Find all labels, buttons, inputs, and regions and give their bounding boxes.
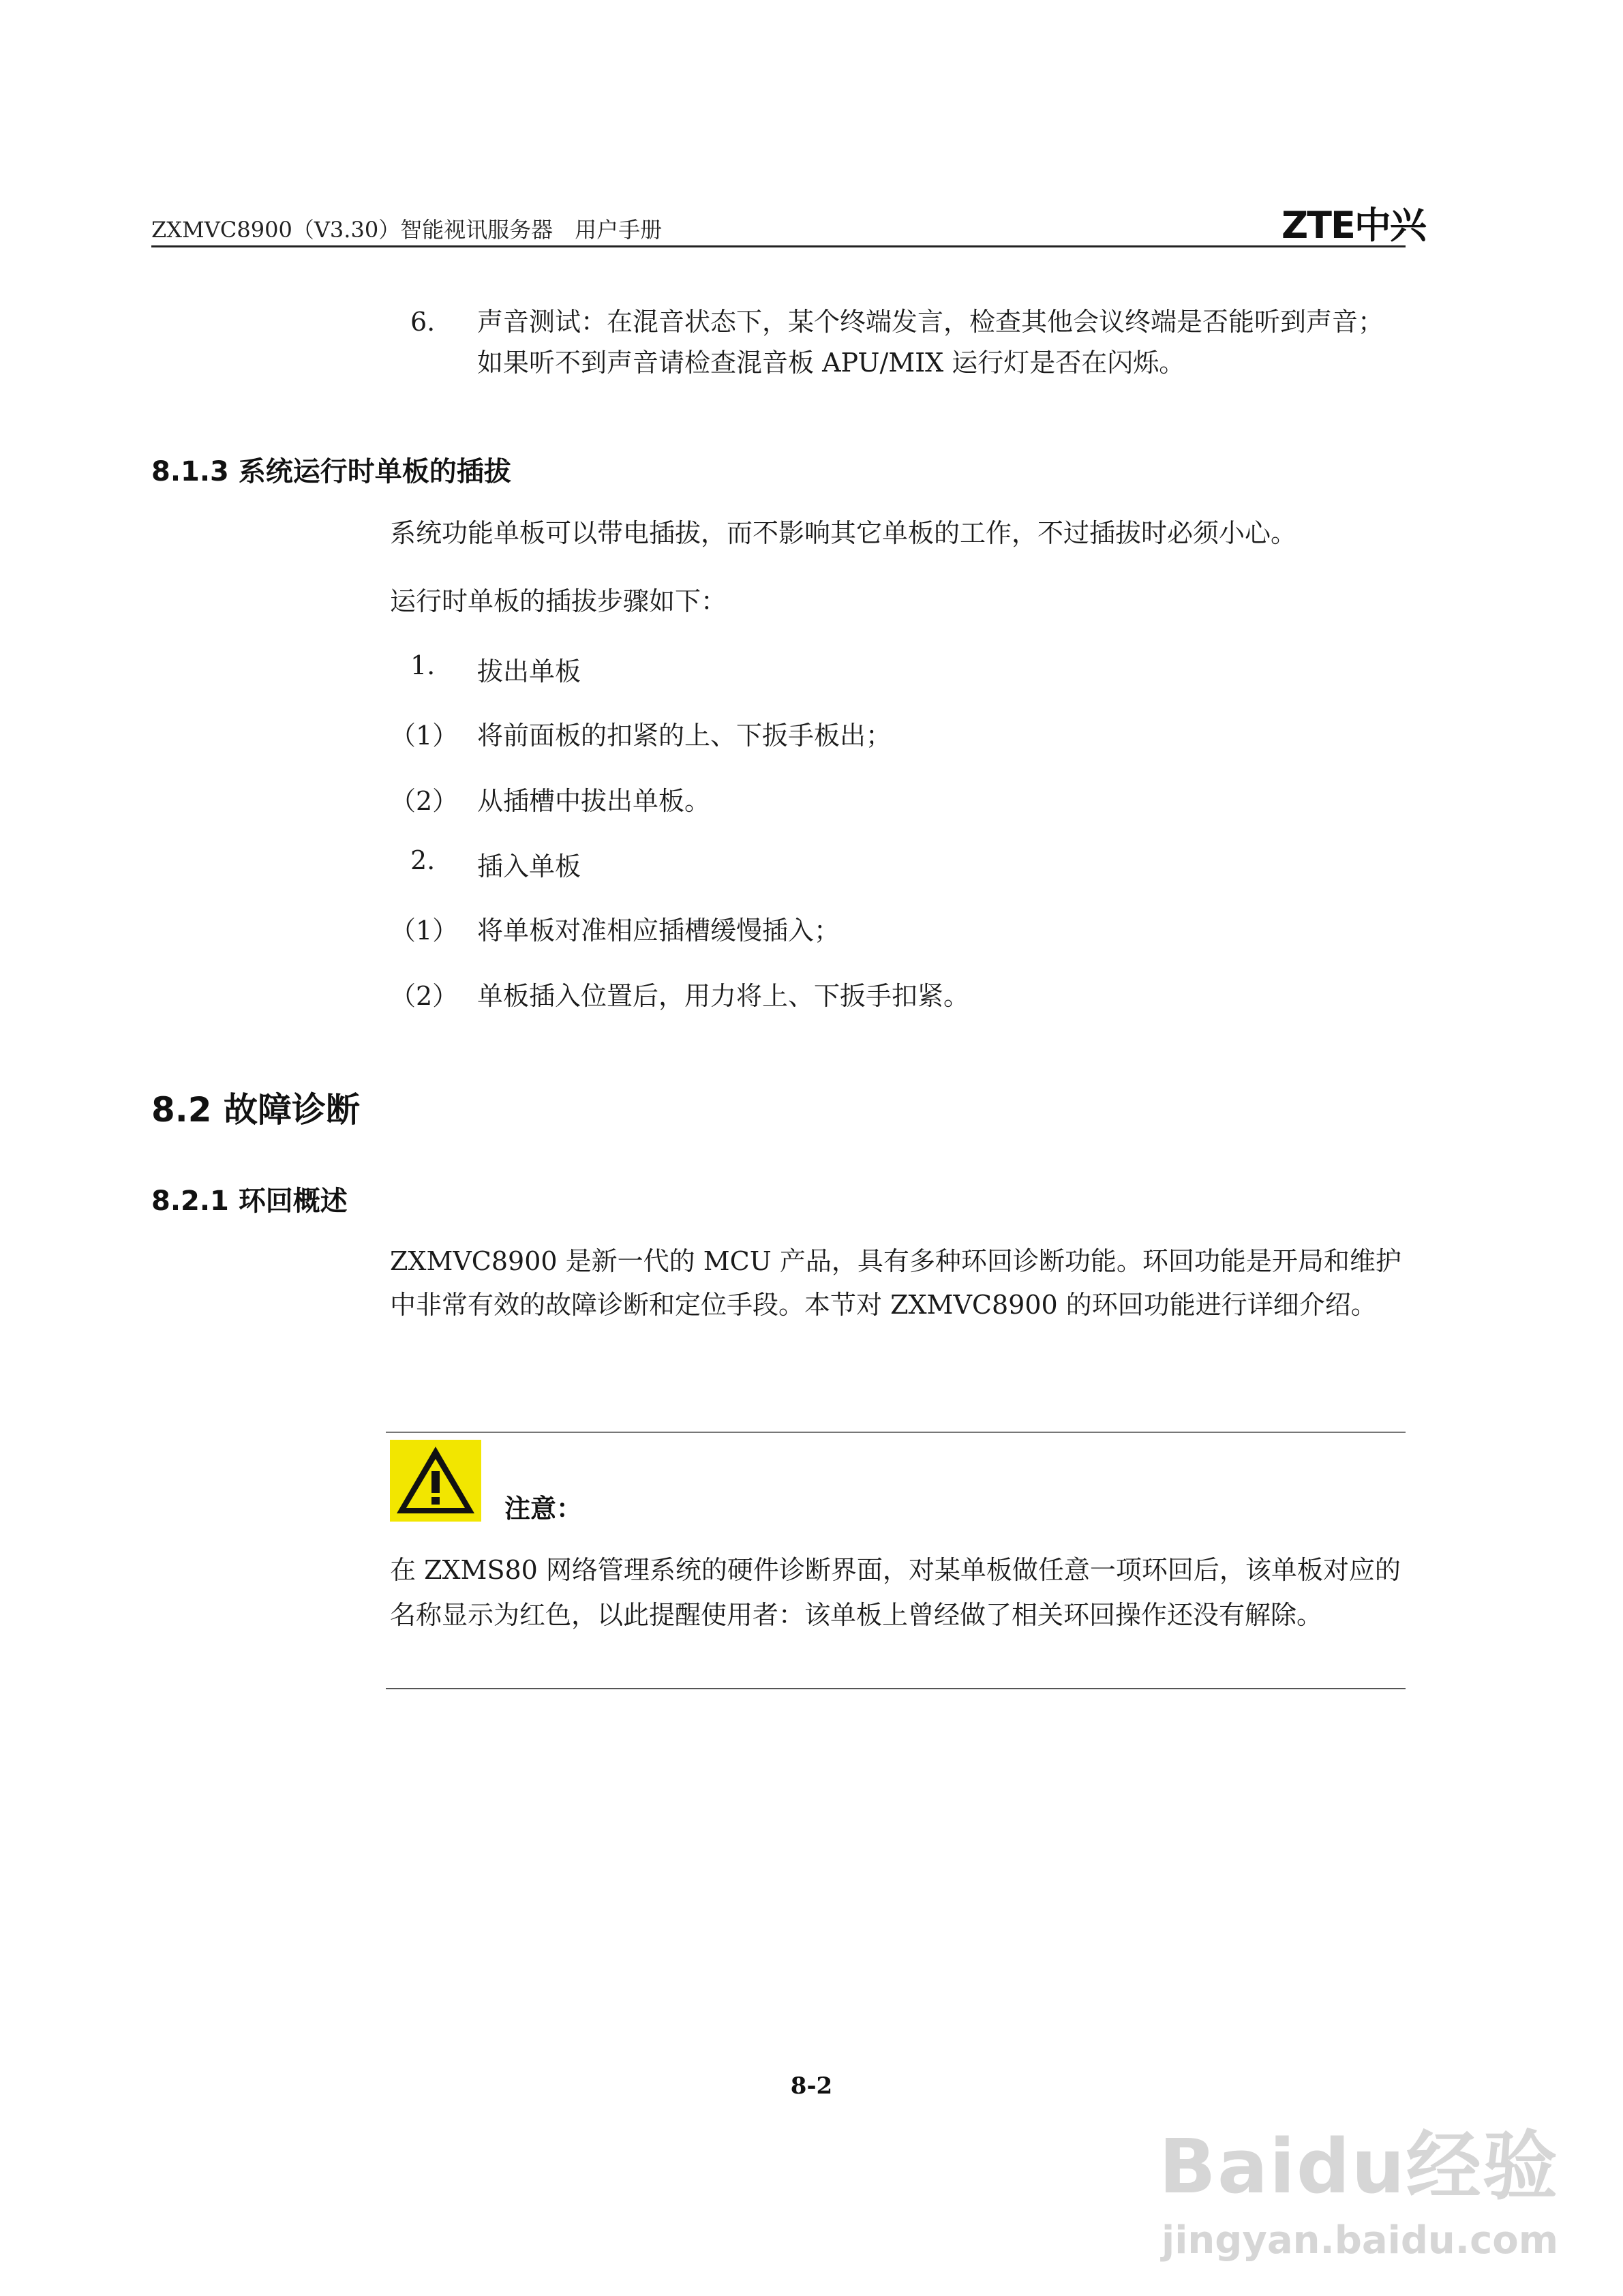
para-hot-swap: 系统功能单板可以带电插拔，而不影响其它单板的工作，不过插拔时必须小心。: [390, 518, 1297, 548]
step-number: （1）: [390, 721, 459, 751]
step-text: 从插槽中拔出单板。: [477, 786, 711, 816]
note-bottom-rule: [386, 1688, 1406, 1689]
step-number: （2）: [390, 786, 459, 816]
zte-logo: ZTE中兴: [1281, 204, 1425, 247]
note-text: 在 ZXMS80 网络管理系统的硬件诊断界面，对某单板做任意一项环回后，该单板对应的名称显示为红色，以此提醒使用者：该单板上曾经做了相关环回操作还没有解除。: [390, 1555, 1401, 1630]
step-text: 将单板对准相应插槽缓慢插入；: [477, 916, 840, 946]
para-loopback-overview: ZXMVC8900 是新一代的 MCU 产品，具有多种环回诊断功能。环回功能是开局和维护中非常有效的故障诊断和定位手段。本节对 ZXMVC8900 的环回功能进行详细介绍。: [390, 1246, 1401, 1320]
page-number: 8-2: [790, 2072, 833, 2100]
item-6-text: 声音测试：在混音状态下，某个终端发言，检查其他会议终端是否能听到声音；如果听不到声音请检查混音板 APU/MIX 运行灯是否在闪烁。: [477, 307, 1384, 378]
step-text: 单板插入位置后，用力将上、下扳手扣紧。: [477, 981, 970, 1011]
warning-icon: [390, 1440, 481, 1522]
watermark-url: jingyan.baidu.com: [1162, 2218, 1559, 2263]
step-number: （2）: [390, 981, 459, 1011]
heading-8-2: 8.2 故障诊断: [151, 1090, 360, 1130]
para-steps-intro: 运行时单板的插拔步骤如下：: [390, 586, 727, 616]
watermark-brand: Baidu经验: [1159, 2123, 1559, 2210]
step-text: 拔出单板: [477, 656, 581, 686]
step-number: （1）: [390, 916, 459, 946]
baidu-watermark: [1159, 2106, 1559, 2263]
running-header-title: ZXMVC8900（V3.30）智能视讯服务器 用户手册: [151, 217, 663, 243]
note-top-rule: [386, 1432, 1406, 1433]
step-text: 插入单板: [477, 851, 581, 881]
item-6-number: 6.: [410, 307, 436, 337]
step-number: 2.: [410, 845, 436, 875]
step-number: 1.: [410, 650, 436, 680]
header-rule: [151, 245, 1406, 247]
heading-8-2-1: 8.2.1 环回概述: [151, 1185, 348, 1217]
step-text: 将前面板的扣紧的上、下扳手板出；: [477, 721, 892, 751]
note-label: 注意：: [504, 1494, 583, 1524]
heading-8-1-3: 8.1.3 系统运行时单板的插拔: [151, 456, 511, 487]
